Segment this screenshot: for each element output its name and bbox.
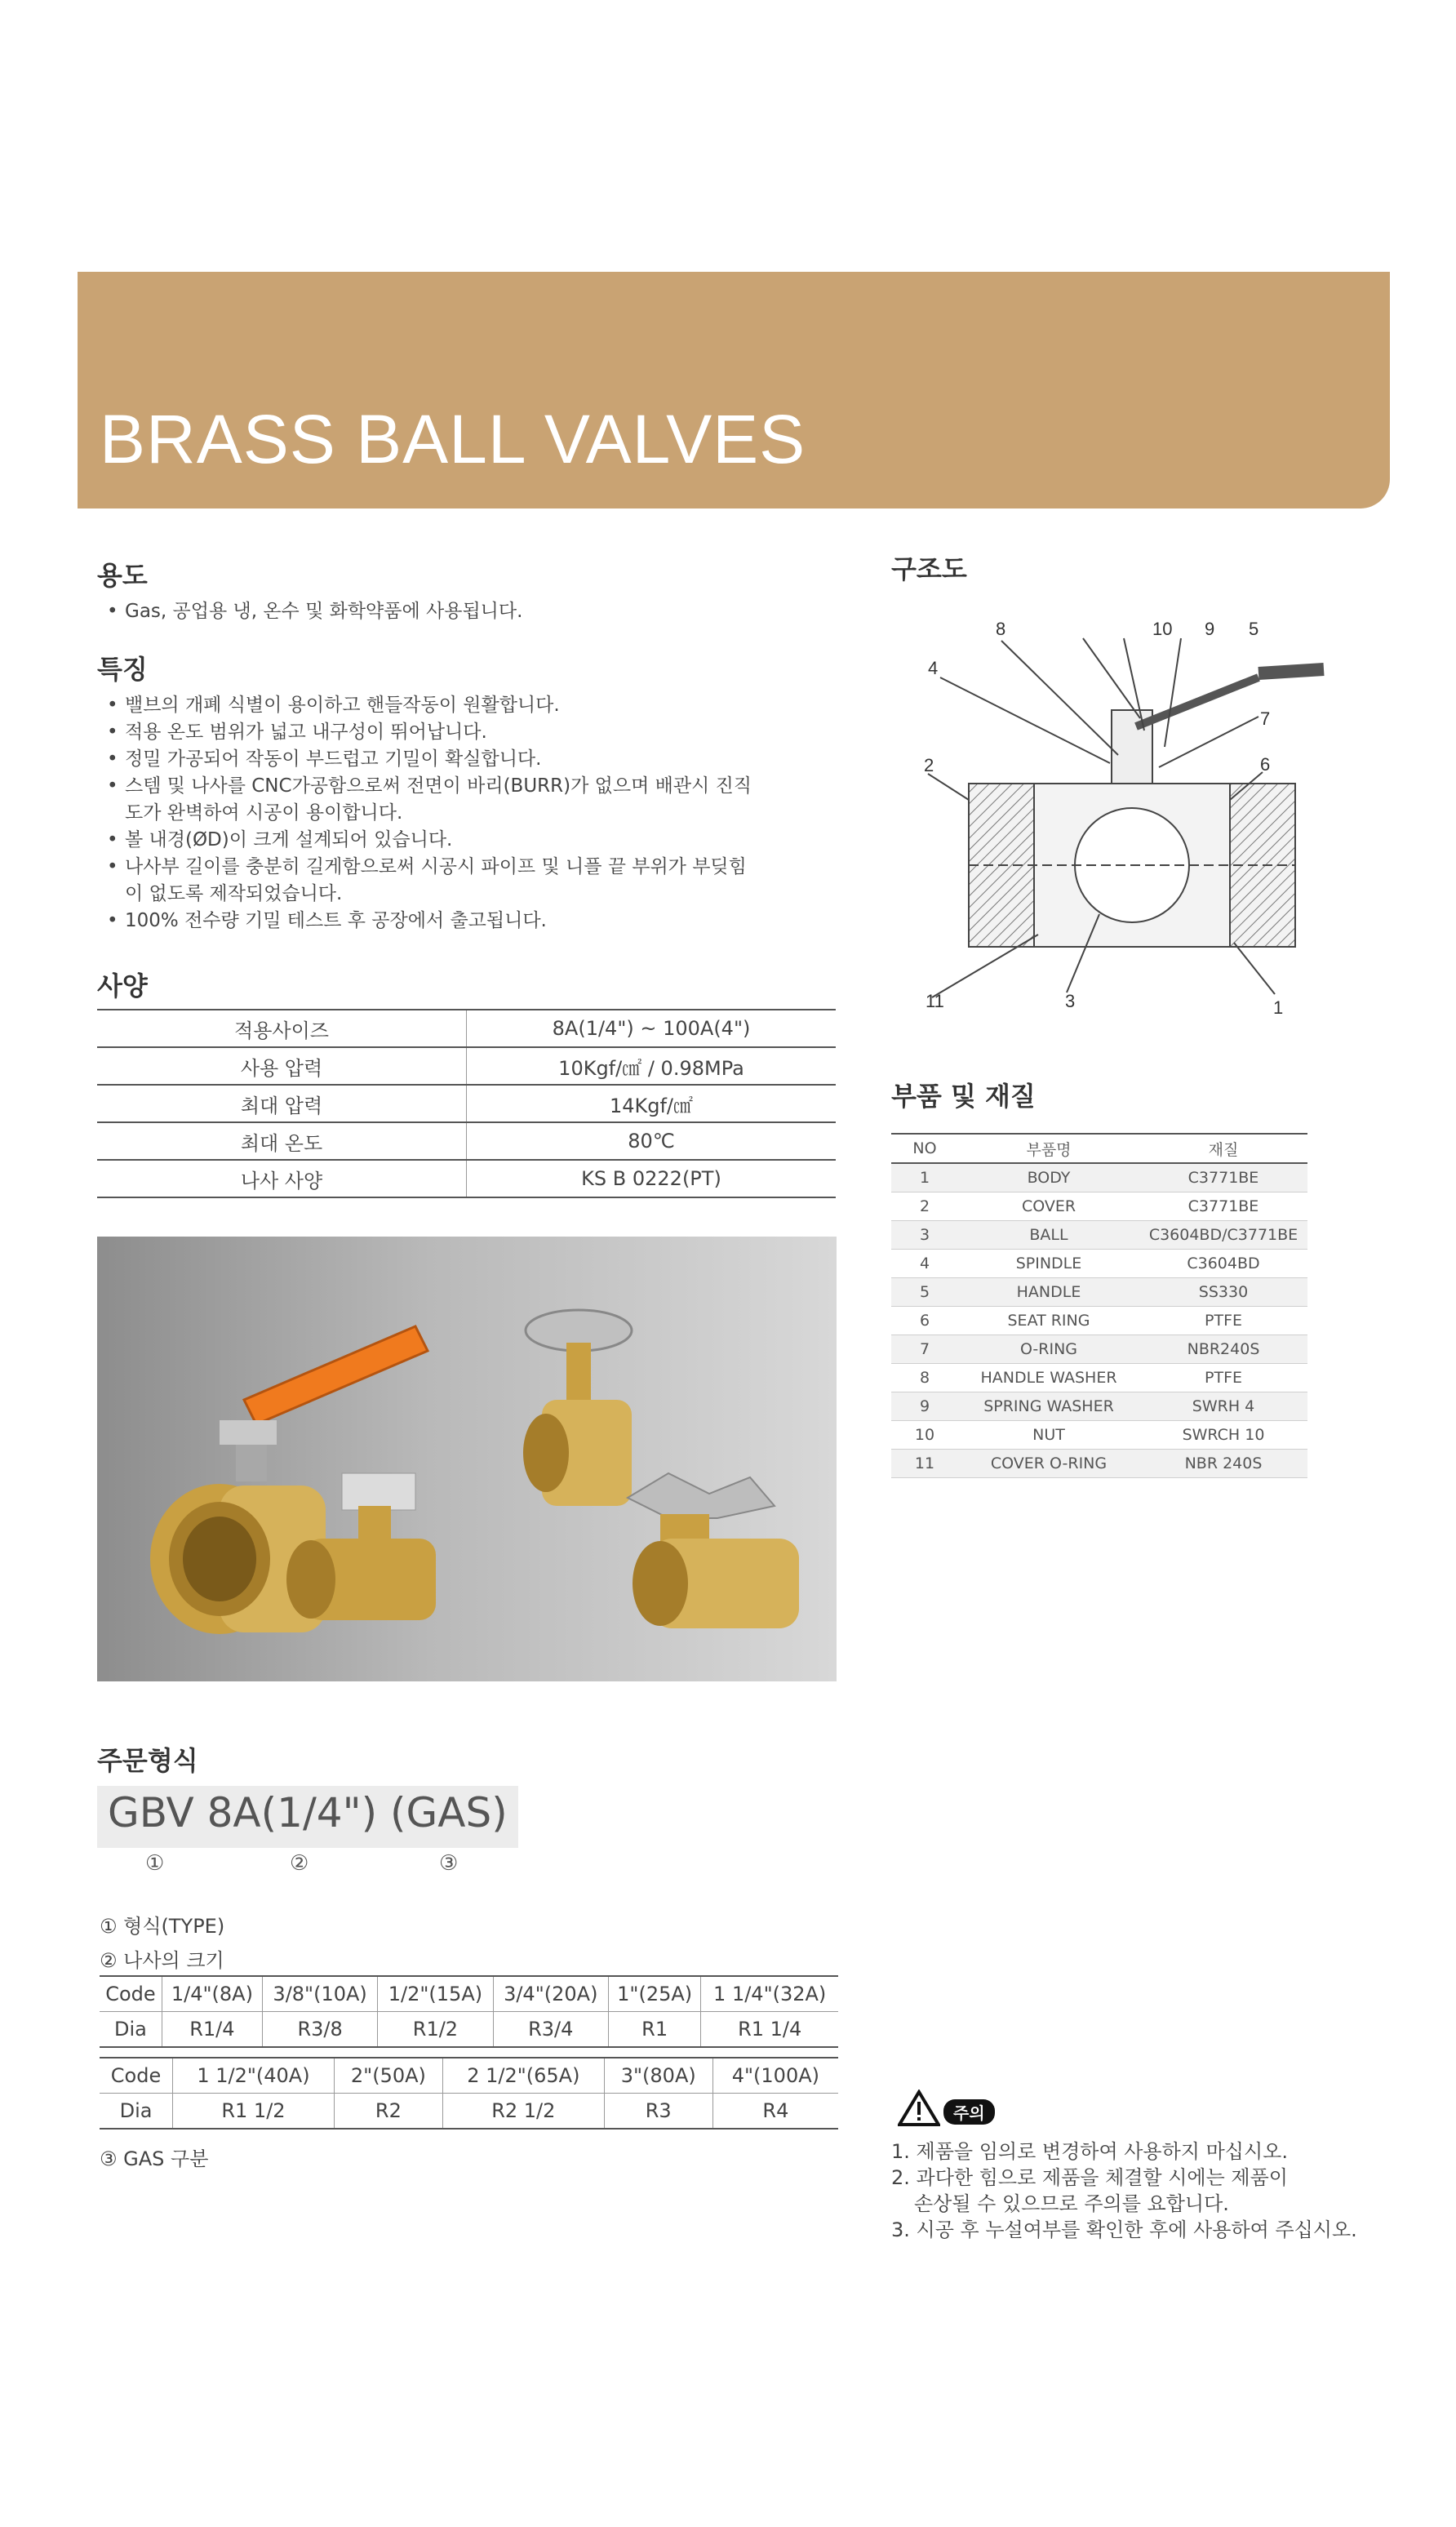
- spec-key: 적용사이즈: [97, 1010, 467, 1047]
- label-2: 2: [924, 755, 934, 775]
- parts-heading: 부품 및 재질: [891, 1081, 1036, 1112]
- product-photo: [97, 1237, 837, 1681]
- table-row: [891, 1278, 1307, 1307]
- cell: C3604BD: [1139, 1250, 1307, 1278]
- mark-1: ①: [145, 1851, 165, 1876]
- cell: 1"(25A): [608, 1976, 700, 2012]
- header-material: 재질: [1139, 1134, 1307, 1163]
- spec-value: 80℃: [467, 1122, 837, 1160]
- cell: C3604BD/C3771BE: [1139, 1221, 1307, 1250]
- spec-key: 최대 압력: [97, 1085, 467, 1122]
- cell: 9: [891, 1392, 958, 1421]
- mark-2: ②: [290, 1851, 309, 1876]
- list-item: • 나사부 길이를 충분히 길게함으로써 시공시 파이프 및 니플 끝 부위가 부딪힘이 없도록 제작되었습니다.: [97, 854, 761, 908]
- list-item: • 100% 전수량 기밀 테스트 후 공장에서 출고됩니다.: [97, 908, 832, 935]
- cell: COVER O-RING: [958, 1450, 1139, 1478]
- caution-list: [891, 2138, 1381, 2243]
- cell: 8: [891, 1364, 958, 1392]
- cell: R1/2: [378, 2012, 493, 2048]
- cell: NUT: [958, 1421, 1139, 1450]
- cell: 7: [891, 1335, 958, 1364]
- cell: 1 1/2"(40A): [173, 2058, 335, 2094]
- usage-heading: 용도: [97, 560, 148, 591]
- table-row: [891, 1163, 1307, 1192]
- spec-value: KS B 0222(PT): [467, 1160, 837, 1197]
- label-8: 8: [996, 619, 1006, 639]
- spec-key: 최대 온도: [97, 1122, 467, 1160]
- usage-list: [97, 598, 832, 625]
- table-row: [891, 1335, 1307, 1364]
- list-item: • Gas, 공업용 냉, 온수 및 화학약품에 사용됩니다.: [97, 598, 832, 625]
- cell: HANDLE WASHER: [958, 1364, 1139, 1392]
- cell: O-RING: [958, 1335, 1139, 1364]
- order-heading: 주문형식: [97, 1745, 198, 1776]
- cell: 3"(80A): [604, 2058, 712, 2094]
- table-row: [891, 1192, 1307, 1221]
- cell: PTFE: [1139, 1364, 1307, 1392]
- size-table-2: [100, 2057, 838, 2130]
- list-item: • 적용 온도 범위가 넓고 내구성이 뛰어납니다.: [97, 719, 832, 746]
- table-row: [100, 1976, 838, 2012]
- label-9: 9: [1205, 619, 1215, 639]
- caution-badge: 주의: [943, 2099, 995, 2125]
- cell: 1/2"(15A): [378, 1976, 493, 2012]
- label-7: 7: [1260, 708, 1271, 729]
- label-1: 1: [1273, 997, 1284, 1018]
- spec-heading: 사양: [97, 970, 148, 1001]
- spec-key: 사용 압력: [97, 1047, 467, 1085]
- cell: 1: [891, 1163, 958, 1192]
- cell: NBR 240S: [1139, 1450, 1307, 1478]
- cell: 6: [891, 1307, 958, 1335]
- label-5: 5: [1249, 619, 1259, 639]
- cell: COVER: [958, 1192, 1139, 1221]
- spec-value: 8A(1/4") ~ 100A(4"): [467, 1010, 837, 1047]
- label-10: 10: [1152, 619, 1173, 639]
- cell: Code: [100, 2058, 173, 2094]
- cell: SWRH 4: [1139, 1392, 1307, 1421]
- cell: 2 1/2"(65A): [442, 2058, 604, 2094]
- cell: 10: [891, 1421, 958, 1450]
- structure-diagram: [891, 604, 1356, 1020]
- cell: R2: [334, 2094, 442, 2130]
- gas-label: ③ GAS 구분: [100, 2147, 209, 2170]
- cell: 2"(50A): [334, 2058, 442, 2094]
- cell: R1/4: [162, 2012, 262, 2048]
- cell: BODY: [958, 1163, 1139, 1192]
- cell: Code: [100, 1976, 162, 2012]
- table-row: [97, 1085, 836, 1122]
- spec-table: [97, 1009, 836, 1198]
- table-row: [891, 1307, 1307, 1335]
- cell: 1 1/4"(32A): [701, 1976, 838, 2012]
- cell: Dia: [100, 2094, 173, 2130]
- features-heading: 특징: [97, 654, 148, 685]
- list-item: • 볼 내경(ØD)이 크게 설계되어 있습니다.: [97, 827, 832, 854]
- list-item: 3. 시공 후 누설여부를 확인한 후에 사용하여 주십시오.: [891, 2218, 1357, 2241]
- cell: R3: [604, 2094, 712, 2130]
- cell: 5: [891, 1278, 958, 1307]
- table-row: [97, 1160, 836, 1197]
- cell: 3: [891, 1221, 958, 1250]
- cell: 2: [891, 1192, 958, 1221]
- cell: 4: [891, 1250, 958, 1278]
- cell: C3771BE: [1139, 1192, 1307, 1221]
- table-header: [891, 1134, 1307, 1163]
- mark-3: ③: [439, 1851, 459, 1876]
- cell: R1: [608, 2012, 700, 2048]
- list-item: 1. 제품을 임의로 변경하여 사용하지 마십시오.: [891, 2140, 1288, 2163]
- cell: R1 1/2: [173, 2094, 335, 2130]
- list-item: • 스템 및 나사를 CNC가공함으로써 전면이 바리(BURR)가 없으며 배관시 진직도가 완벽하여 시공이 용이합니다.: [97, 773, 761, 827]
- cell: SPRING WASHER: [958, 1392, 1139, 1421]
- table-row: [97, 1010, 836, 1047]
- table-row: [100, 2012, 838, 2048]
- cell: 3/8"(10A): [262, 1976, 377, 2012]
- table-row: [891, 1221, 1307, 1250]
- spec-key: 나사 사양: [97, 1160, 467, 1197]
- type-label: ① 형식(TYPE): [100, 1915, 225, 1938]
- table-row: [100, 2058, 838, 2094]
- spec-value: 10Kgf/㎠ / 0.98MPa: [467, 1047, 837, 1085]
- label-11: 11: [926, 991, 944, 1011]
- cell: HANDLE: [958, 1278, 1139, 1307]
- size-label: ② 나사의 크기: [100, 1949, 224, 1972]
- order-code: GBV 8A(1/4") (GAS): [108, 1789, 508, 1836]
- header-name: 부품명: [958, 1134, 1139, 1163]
- cell: 3/4"(20A): [493, 1976, 608, 2012]
- features-list: [97, 692, 832, 935]
- cell: SS330: [1139, 1278, 1307, 1307]
- table-row: [891, 1421, 1307, 1450]
- page-title: BRASS BALL VALVES: [100, 401, 806, 477]
- cell: PTFE: [1139, 1307, 1307, 1335]
- table-row: [100, 2094, 838, 2130]
- list-item: 손상될 수 있으므로 주의를 요합니다.: [914, 2192, 1229, 2215]
- cell: R3/4: [493, 2012, 608, 2048]
- table-row: [891, 1250, 1307, 1278]
- spec-value: 14Kgf/㎠: [467, 1085, 837, 1122]
- list-item: • 정밀 가공되어 작동이 부드럽고 기밀이 확실합니다.: [97, 746, 832, 773]
- cell: C3771BE: [1139, 1163, 1307, 1192]
- warning-icon: [898, 2090, 940, 2127]
- parts-table: [891, 1133, 1307, 1478]
- table-row: [891, 1364, 1307, 1392]
- cell: 11: [891, 1450, 958, 1478]
- valves-illustration: [97, 1237, 837, 1681]
- label-3: 3: [1065, 991, 1076, 1011]
- cell: 4"(100A): [712, 2058, 838, 2094]
- cell: R1 1/4: [701, 2012, 838, 2048]
- structure-heading: 구조도: [891, 553, 967, 584]
- cell: 1/4"(8A): [162, 1976, 262, 2012]
- table-row: [97, 1047, 836, 1085]
- cell: R2 1/2: [442, 2094, 604, 2130]
- header-no: NO: [891, 1134, 958, 1163]
- table-row: [891, 1450, 1307, 1478]
- cell: BALL: [958, 1221, 1139, 1250]
- cell: SPINDLE: [958, 1250, 1139, 1278]
- cell: SEAT RING: [958, 1307, 1139, 1335]
- label-6: 6: [1260, 754, 1271, 775]
- label-4: 4: [928, 658, 939, 678]
- cell: Dia: [100, 2012, 162, 2048]
- table-row: [97, 1122, 836, 1160]
- cell: SWRCH 10: [1139, 1421, 1307, 1450]
- list-item: • 밸브의 개폐 식별이 용이하고 핸들작동이 원활합니다.: [97, 692, 832, 719]
- cell: R4: [712, 2094, 838, 2130]
- list-item: 2. 과다한 힘으로 제품을 체결할 시에는 제품이: [891, 2166, 1288, 2189]
- cell: R3/8: [262, 2012, 377, 2048]
- cell: NBR240S: [1139, 1335, 1307, 1364]
- size-table-1: [100, 1975, 838, 2048]
- table-row: [891, 1392, 1307, 1421]
